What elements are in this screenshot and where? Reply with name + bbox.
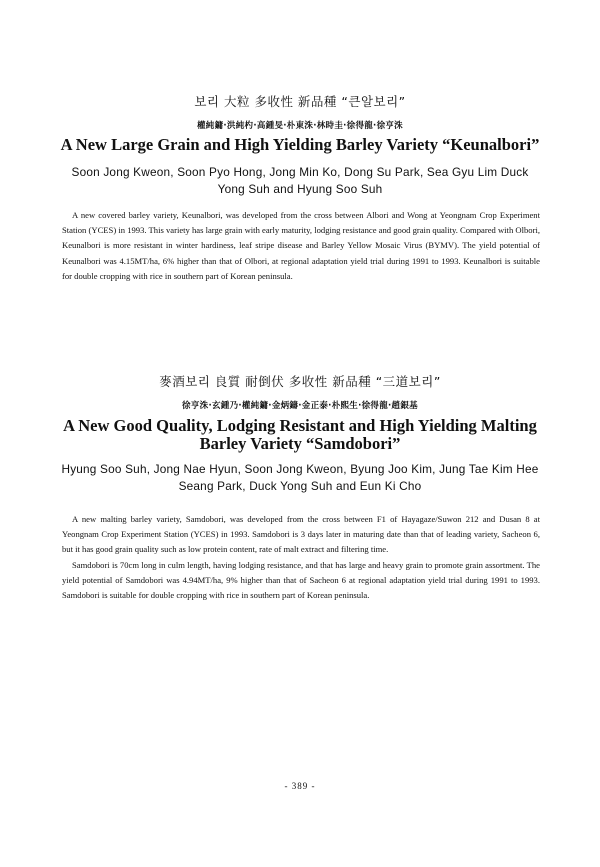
article-1-authors-korean: 權純鏞·洪純杓·高鍾旻·朴東洙·林時圭·徐得龍·徐亨洙 [197,121,403,131]
article-2-authors-korean: 徐亨洙·玄鍾乃·權純鏞·金炳鑄·金正泰·朴熙生·徐得龍·趙銀基 [182,401,418,411]
article-1-title-korean: 보리 大粒 多收性 新品種 “큰알보리” [194,94,406,109]
article-2-title-korean: 麥酒보리 良質 耐倒伏 多收性 新品種 “三道보리” [159,374,441,389]
abstract-paragraph: A new covered barley variety, Keunalbori, was developed from the cross between Albori and Wong at Yeongnam Crop Experiment Station (YCES) in 1993. This variety has large grain with early maturity, lodging resistance and good grain quality. Compared with Olbori, Keunalbori is more resistant in winter hardiness, leaf stripe disease and Barley Yellow Mosaic Virus (BYMV). The yield potential of Keunalbori was 4.15MT/ha, 6% higher than that of Olbori, at regional adaptation yield trial during 1991 to 1993. Keunalbori is suitable for double cropping with rice in southern part of Korean peninsula. [62,210,540,281]
abstract-paragraph: A new malting barley variety, Samdobori, was developed from the cross between F1 of Hayagaze/Suwon 212 and Dusan 8 at Yeongnam Crop Experiment Station (YCES) in 1993. Samdobori is 3 days later in maturing date than that of leading variety, Sacheon 6, but it has good grain quality such as low protein content, rate of malt extract and filtering time. [62,514,540,555]
article-1-authors-english: Soon Jong Kweon, Soon Pyo Hong, Jong Min Ko, Dong Su Park, Sea Gyu Lim Duck Yong Suh and Hyung Soo Suh [71,165,529,196]
article-2-authors-english: Hyung Soo Suh, Jong Nae Hyun, Soon Jong Kweon, Byung Joo Kim, Jung Tae Kim Hee Seang Park, Duck Yong Suh and Eun Ki Cho [61,462,539,493]
article-1-abstract [62,208,540,284]
article-1-title-english: A New Large Grain and High Yielding Barley Variety “Keunalbori” [60,135,540,154]
abstract-paragraph: Samdobori is 70cm long in culm length, having lodging resistance, and that has large and heavy grain to promote grain assortment. The yield potential of Samdobori was 4.94MT/ha, 9% higher than that of Sacheon 6 at regional adaptation yield trial during 1991 to 1993. Samdobori is suitable for double cropping with rice in southern part of Korean peninsula. [62,559,540,601]
article-2-abstract [62,512,540,603]
article-2-title-english: A New Good Quality, Lodging Resistant and High Yielding Malting Barley Variety “Samdobori” [63,416,537,453]
page-number: - 389 - [284,781,316,791]
